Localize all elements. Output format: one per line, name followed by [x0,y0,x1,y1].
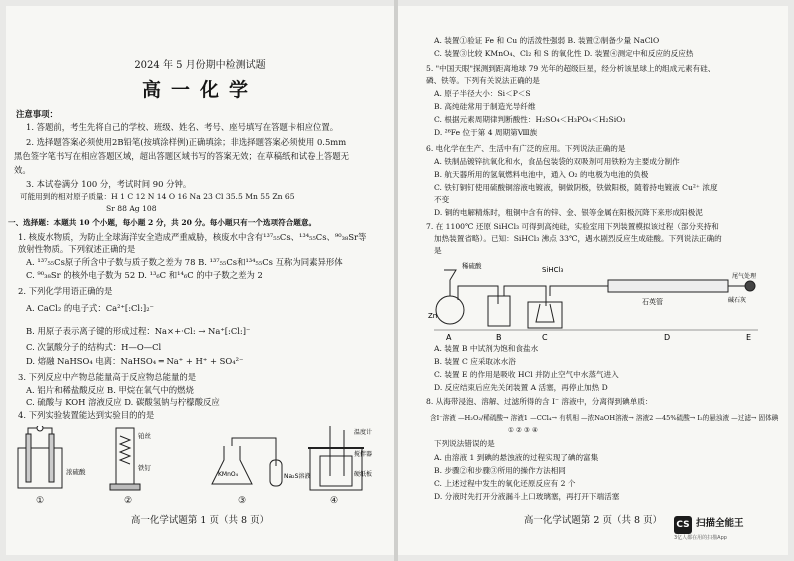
letter-c: C [542,333,548,342]
label-cardboard: 硬纸板 [354,471,373,478]
option-line: C. 铁钉铜钉使用硫酸铜溶液电镀液，铜做阴极，铁做阳极，随着持电镀液 Cu²⁺ 浓度 [434,183,718,192]
option-line: A. 由溶液 1 到碘的悬浊液的过程实现了碘的富集 [434,453,599,462]
drying-tube-e [745,281,755,291]
scanner-watermark [674,515,770,541]
note-line: 2. 选择题答案必须使用2B铅笔(按填涂样例)正确填涂；非选择题答案必须使用 0.5mm [26,137,347,147]
note-line: 3. 本试卷满分 100 分，考试时间 90 分钟。 [26,179,192,189]
notes-title: 注意事项： [16,109,58,119]
flask-a [436,296,464,324]
tube-ab [458,286,498,304]
label-soda-lime: 碱石灰 [728,297,747,304]
flask-c [536,304,554,322]
meter [37,426,43,431]
question-6: 6. 电化学在生产、生活中有广泛的应用。下列说法正确的是 [426,144,626,153]
label-thermometer: 温度计 [354,429,373,436]
option-line: A. 铁制品镀锌抗氧化和水，食品包装袋的双吸剂可用铁粉为主要成分制作 [434,157,680,166]
label-iron-nail: 铁钉 [138,464,151,472]
option-line: D. ²⁶Fe 位于第 4 周期第Ⅷ族 [434,128,538,137]
flow-process: 含I⁻溶液 —H₂O₂/稀硫酸→ 溶液1 —CCl₄→ 有机相 —浓NaOH溶液→ 溶液2 —45%硫酸→ I₂的悬浊液 —过滤→ 固体碘 [430,414,779,422]
question-7: 是 [434,246,442,255]
question-8-stem: 下列说法错误的是 [434,439,495,448]
apparatus-figures [14,426,390,496]
figure-caption: ③ [238,496,247,506]
base [110,484,140,490]
option-line: B. 航天器所用的氢氧燃料电池中，通入 O₂ 的电极为电池的负极 [434,170,649,179]
option-line: C. 根据元素周期律判断酸性：H₂SO₄＜H₃PO₄＜H₂SiO₃ [434,115,626,124]
note-line: 效。 [14,165,31,175]
electrode-fe [26,434,31,482]
question-2: 2. 下列化学用语正确的是 [18,286,113,296]
electrode-cu [49,434,54,482]
option-line: D. 铜的电解精炼时，粗铜中含有的锌、金、银等金属在阳极沉降下来形成阳极泥 [434,208,703,217]
label-kmno4: KMnO₄ [218,471,239,478]
figure-caption: ① [36,496,45,506]
option-line: C. 次氯酸分子的结构式：H—O—Cl [26,342,162,352]
option-line: C. 硫酸与 KOH 溶液反应 D. 碳酸氢钠与柠檬酸反应 [26,397,220,407]
question-1: 1. 核废水物质，为防止全球海洋安全造成严重威胁，核废水中含有¹³⁷₅₅Cs、¹³⁴₅₅Cs、⁹⁰₃₈Sr等 [18,232,367,242]
option-line: A. 装置①验证 Fe 和 Cu 的活泼性强弱 B. 装置②制备少量 NaClO [434,36,660,45]
question-7: 加热装置省略）。已知：SiHCl₃ 沸点 33℃，遇水剧烈反应生成硅酸。下列说法正确的 [434,234,722,243]
question-7: 7. 在 1100℃ 还原 SiHCl₃ 可得到高纯硅，实验室用下列装置模拟该过程（部分夹持和 [426,222,719,231]
bottle-b [488,296,510,326]
exam-page-1 [6,6,394,555]
option-line: A. 原子半径大小：Si＜P＜S [434,89,531,98]
letter-e: E [746,333,752,342]
scanner-app-name: 扫描全能王 [696,518,744,529]
beaker-1 [18,448,62,488]
figure-caption: ② [124,496,133,506]
bath-c [528,302,562,328]
question-4: 4. 下列实验装置能达到实验目的的是 [18,410,155,420]
note-line: Sr 88 Ag 108 [106,204,157,213]
page-footer: 高一化学试题第 1 页（共 8 页） [130,515,270,526]
question-1: 放射性物质。下列叙述正确的是 [18,244,136,254]
flow-step-numbers: ① ② ③ ④ [508,426,538,434]
question-5: 磷、铁等。下列有关说法正确的是 [426,76,540,85]
option-line: C. 装置③比较 KMnO₄、Cl₂ 和 S 的氧化性 D. 装置④测定中和反应的反应热 [434,49,694,58]
option-line: B. 装置 C 应采取冰水浴 [434,357,516,366]
scanner-app-tagline: 3亿人都在用的扫描App [674,535,727,541]
letter-b: B [496,333,502,342]
option-line: A. 铝片和稀盐酸反应 B. 甲烷在氧气中的燃烧 [26,385,194,395]
label-dilute-acid: 稀硫酸 [462,262,482,270]
option-line: B. 用原子表示离子键的形成过程：Na×+·Cl: → Na⁺[:Cl:]⁻ [26,326,251,336]
option-line: C. 上述过程中发生的氧化还原反应有 2 个 [434,479,576,488]
exam-page-2 [398,6,788,555]
note-line: 黑色签字笔书写在相应答题区域，超出答题区域书写的答案无效；在草稿纸和试卷上答题无 [14,151,349,161]
coil [120,436,130,464]
exam-header: 2024 年 5 月份期中检测试题 [134,60,266,71]
option-line: C. ⁹⁰₃₈Sr 的核外电子数为 52 D. ¹³₆C 和¹⁴₆C 的中子数之差为 2 [26,270,263,280]
label-tail-gas: 尾气处理 [732,273,757,280]
flask [212,446,252,484]
page-footer: 高一化学试题第 2 页（共 8 页） [523,515,663,526]
label-pt-wire: 铂丝 [138,432,151,440]
quartz-tube [608,280,728,292]
label-quartz: 石英管 [642,298,663,306]
option-line: 不变 [434,195,450,204]
option-line: B. 步骤②和步骤③所用的操作方法相同 [434,466,566,475]
note-line: 1. 答题前，考生先将自己的学校、班级、姓名、考号、座号填写在答题卡相应位置。 [26,122,339,132]
option-line: A. 装置 B 中试剂为饱和食盐水 [434,344,539,353]
tube-cd [550,286,608,296]
option-line: B. 高纯硅常用于制造光导纤维 [434,102,536,111]
figure-caption: ④ [330,496,339,506]
option-line: A. ¹³⁷₅₅Cs原子所含中子数与质子数之差为 78 B. ¹³⁷₅₅Cs和¹³⁴₅₅Cs 互称为同素异形体 [26,257,343,267]
inner-beaker [320,456,352,486]
label-conc-acid: 浓硫酸 [66,468,86,476]
option-line: D. 熔融 NaHSO₄ 电离：NaHSO₄ ═ Na⁺ + H⁺ + SO₄²⁻ [26,356,244,366]
option-line: A. CaCl₂ 的电子式：Ca²⁺[:Cl:]₂⁻ [26,303,154,313]
subject-title: 高一化学 [141,79,258,101]
section-heading: 一、选择题：本题共 10 个小题，每小题 2 分，共 20 分。每小题只有一个选项符合题意。 [8,218,317,227]
option-line: D. 分液时先打开分液漏斗上口玻璃塞，再打开下端活塞 [434,492,620,501]
letter-a: A [446,333,452,342]
sihcl3-apparatus [428,256,778,342]
label-zn: Zn [428,312,438,320]
label-na2s: Na₂S溶液 [284,473,311,480]
label-sihcl3: SiHCl₃ [542,266,564,274]
label-stirrer: 搅拌器 [354,451,373,458]
letter-d: D [664,333,671,342]
question-8: 8. 从海带浸泡、溶解、过滤所得的含 I⁻ 溶液中，分离得到碘单质： [426,397,653,406]
option-line: C. 装置 E 的作用是吸收 HCl 并防止空气中水蒸气进入 [434,370,619,379]
scanner-logo-icon: CS [674,516,692,534]
option-line: D. 反应结束后应先关闭装置 A 活塞，再停止加热 D [434,383,608,392]
question-3: 3. 下列反应中产物总能量高于反应物总能量的是 [18,372,197,382]
funnel [444,270,456,296]
question-5: 5. "中国天眼"探测到距离地球 79 光年的超级巨星，经分析该星球上的组成元素有硅、 [426,64,716,73]
note-line: 可能用到的相对原子质量：H 1 C 12 N 14 O 16 Na 23 Cl 35.5 Mn 55 Zn 65 [20,192,295,201]
delivery-tube [232,438,276,466]
